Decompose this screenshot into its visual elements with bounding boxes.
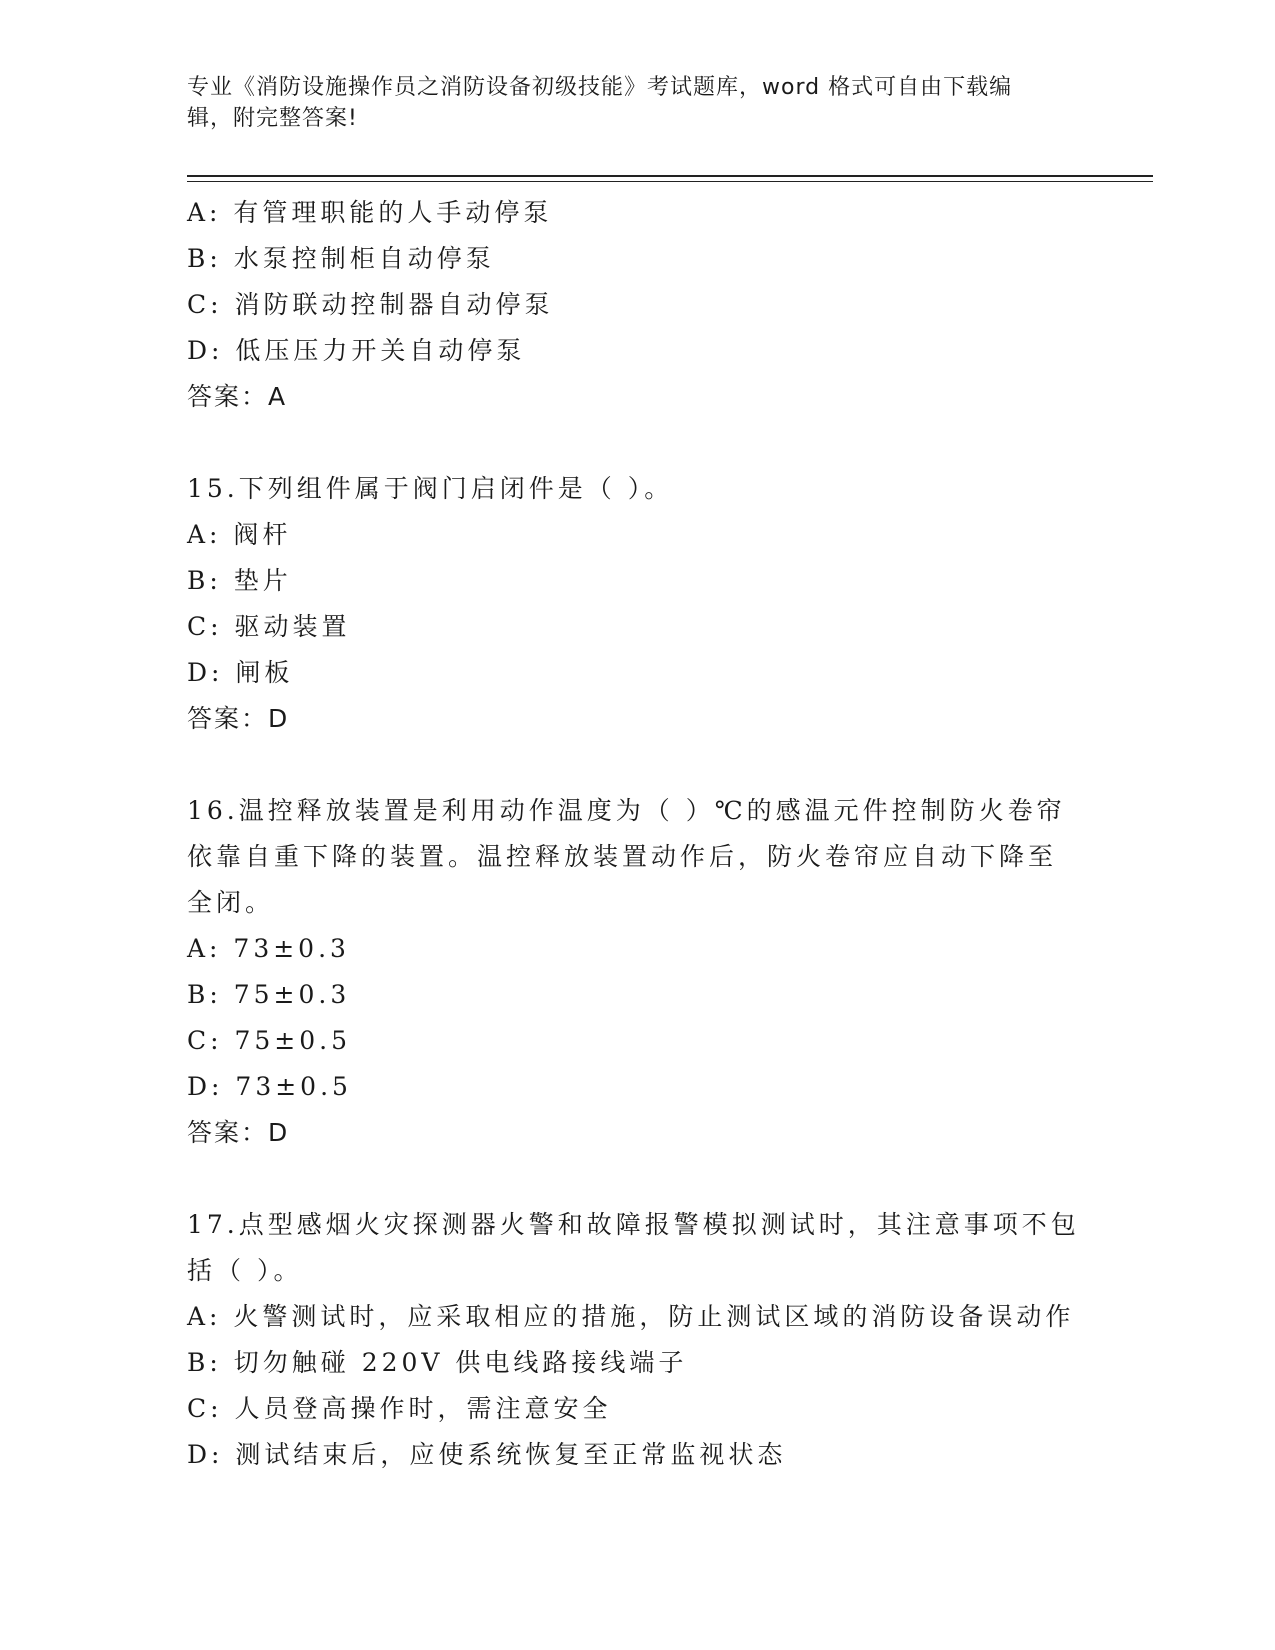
option-d: D: 73±0.5 xyxy=(187,1072,352,1101)
question-block-15 xyxy=(187,466,1087,742)
question-text-line-1: 16.温控释放装置是利用动作温度为（ ）℃的感温元件控制防火卷帘 xyxy=(187,796,1066,825)
option-b: B: 水泵控制柜自动停泵 xyxy=(187,244,495,273)
question-text: 15.下列组件属于阀门启闭件是（ ）。 xyxy=(187,474,674,503)
option-d: D: 闸板 xyxy=(187,658,294,687)
answer: 答案：D xyxy=(187,1118,290,1147)
option-c: C: 驱动装置 xyxy=(187,612,351,641)
option-d: D: 测试结束后，应使系统恢复至正常监视状态 xyxy=(187,1440,787,1469)
header-divider-thin xyxy=(187,181,1153,182)
question-content xyxy=(187,190,1087,1478)
question-block-14 xyxy=(187,190,1087,420)
option-a: A: 73±0.3 xyxy=(187,934,350,963)
option-b: B: 切勿触碰 220V 供电线路接线端子 xyxy=(187,1348,688,1377)
option-d: D: 低压压力开关自动停泵 xyxy=(187,336,526,365)
answer: 答案：D xyxy=(187,704,290,733)
option-a: A: 阀杆 xyxy=(187,520,292,549)
answer: 答案：A xyxy=(187,382,288,411)
option-b: B: 垫片 xyxy=(187,566,292,595)
option-c: C: 人员登高操作时，需注意安全 xyxy=(187,1394,612,1423)
question-text-line-3: 全闭。 xyxy=(187,888,275,917)
question-text-line-2: 括（ ）。 xyxy=(187,1256,303,1285)
header-line-1: 专业《消防设施操作员之消防设备初级技能》考试题库，word 格式可自由下载编 xyxy=(187,75,1013,100)
header-divider-thick xyxy=(187,175,1153,177)
option-c: C: 75±0.5 xyxy=(187,1026,352,1055)
option-c: C: 消防联动控制器自动停泵 xyxy=(187,290,554,319)
question-block-16 xyxy=(187,788,1087,1156)
option-a: A: 火警测试时，应采取相应的措施，防止测试区域的消防设备误动作 xyxy=(187,1302,1075,1331)
option-a: A: 有管理职能的人手动停泵 xyxy=(187,198,553,227)
question-text-line-2: 依靠自重下降的装置。温控释放装置动作后，防火卷帘应自动下降至 xyxy=(187,842,1058,871)
document-header xyxy=(187,72,1067,134)
question-block-17 xyxy=(187,1202,1087,1478)
question-text-line-1: 17.点型感烟火灾探测器火警和故障报警模拟测试时，其注意事项不包 xyxy=(187,1210,1080,1239)
option-b: B: 75±0.3 xyxy=(187,980,351,1009)
header-line-2: 辑，附完整答案! xyxy=(187,106,358,131)
